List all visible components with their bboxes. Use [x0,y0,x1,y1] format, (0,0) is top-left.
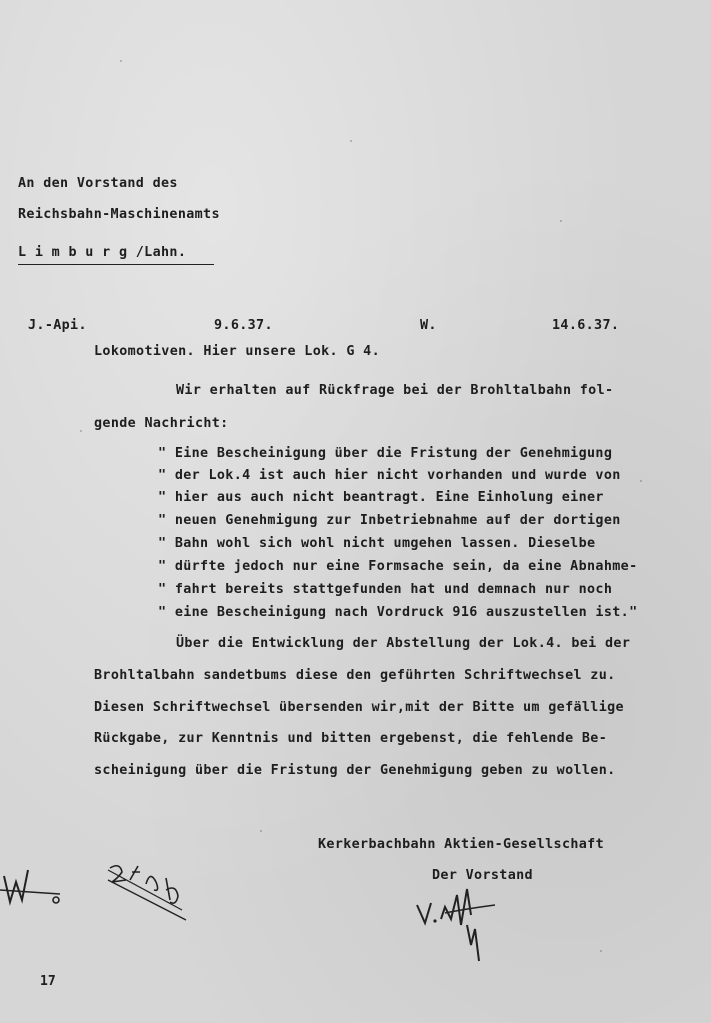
closing-line: Rückgabe, zur Kenntnis und bitten ergebenst, die fehlende Be- [94,731,608,746]
quote-line: " Eine Bescheinigung über die Fristung der Genehmigung [158,446,613,461]
our-date: 14.6.37. [552,318,620,333]
paper-speck [350,140,352,142]
subject-line: Lokomotiven. Hier unsere Lok. G 4. [94,344,381,359]
our-reference: W. [420,318,437,333]
quote-line: " der Lok.4 ist auch hier nicht vorhanden und wurde von [158,468,621,483]
recipient-line-2: Reichsbahn-Maschinenamts [18,207,220,222]
quote-line: " dürfte jedoch nur eine Formsache sein, da eine Abnahme- [158,559,638,574]
closing-line: Brohltalbahn sandetbums diese den geführten Schriftwechsel zu. [94,668,616,683]
closing-line: scheinigung über die Fristung der Genehmigung geben zu wollen. [94,763,616,778]
quote-line: " fahrt bereits stattgefunden hat und demnach nur noch [158,582,613,597]
paper-speck [260,830,262,832]
handwritten-initials [0,860,200,930]
page-number: 17 [40,974,56,989]
signature-company: Kerkerbachbahn Aktien-Gesellschaft [318,837,605,852]
intro-line-1: Wir erhalten auf Rückfrage bei der Brohltalbahn fol- [176,383,614,398]
recipient-city: L i m b u r g /Lahn. [18,245,187,260]
closing-line: Diesen Schriftwechsel übersenden wir,mit der Bitte um gefällige [94,700,624,715]
their-reference: J.-Api. [28,318,87,333]
quote-line: " eine Bescheinigung nach Vordruck 916 auszustellen ist." [158,605,638,620]
their-date: 9.6.37. [214,318,273,333]
recipient-line-1: An den Vorstand des [18,176,178,191]
handwritten-signature [405,885,515,965]
paper-speck [80,430,82,432]
paper-speck [600,950,602,952]
paper-speck [560,220,562,222]
paper-speck [640,480,642,482]
quote-line: " Bahn wohl sich wohl nicht umgehen lassen. Dieselbe [158,536,596,551]
quote-line: " hier aus auch nicht beantragt. Eine Einholung einer [158,490,604,505]
paper-speck [120,60,122,62]
recipient-underline [18,264,214,265]
quote-line: " neuen Genehmigung zur Inbetriebnahme auf der dortigen [158,513,621,528]
intro-line-2: gende Nachricht: [94,416,229,431]
closing-line: Über die Entwicklung der Abstellung der Lok.4. bei der [176,636,631,651]
signature-board: Der Vorstand [432,868,533,883]
